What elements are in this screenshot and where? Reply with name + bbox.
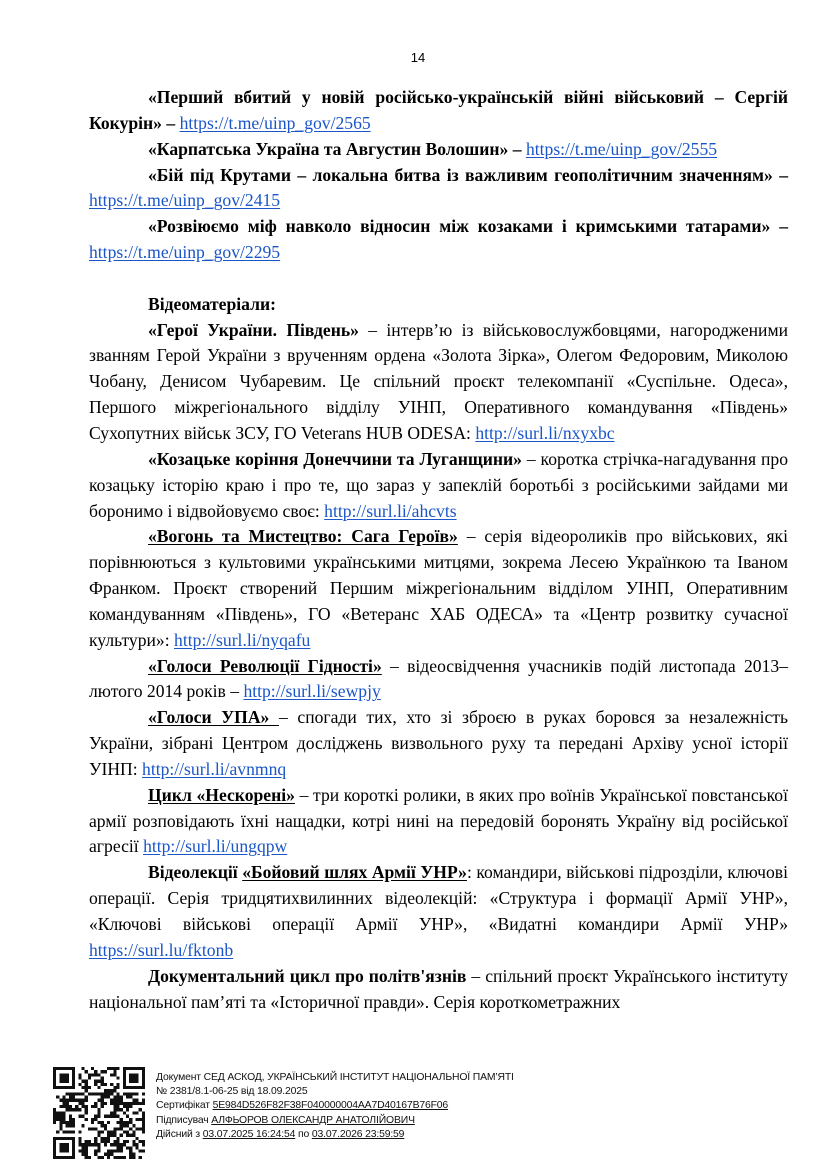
telegram-item: [89, 85, 788, 137]
section-heading-text: Відеоматеріали:: [148, 293, 276, 314]
item-title: «Вогонь та Мистецтво: Сага Героїв»: [148, 526, 458, 547]
telegram-item: [89, 137, 788, 163]
item-description: – інтерв’ю із військовослужбовцями, нагородженими званням Герой України з врученням ордена «Золота Зірка», Олегом Федоровим, Миколою Чобану, Денисом Чубаревим. Це спільний проєкт телекомпанії «Суспільне. Одеса», Першого міжрегіонального відділу УІНП, Оперативного командування «Південь» Сухопутних військ ЗСУ, ГО Veterans HUB ODESA:: [89, 319, 789, 443]
item-link[interactable]: http://surl.li/ahcvts: [324, 500, 457, 521]
item-link[interactable]: https://t.me/uinp_gov/2295: [89, 242, 281, 263]
item-link[interactable]: http://surl.li/avnmnq: [142, 758, 287, 779]
valid-to: 03.07.2026 23:59:59: [311, 1128, 405, 1140]
item-description: – спогади тих, хто зі зброєю в руках боровся за незалежність України, зібрані Центром досліджень визвольного руху та передані Архіву усної історії УІНП:: [89, 707, 788, 779]
item-title: «Козацьке коріння Донеччини та Луганщини»: [148, 448, 522, 469]
signature-signer-line: [156, 1114, 514, 1128]
qr-code-icon: [53, 1067, 145, 1159]
item-description: – три короткі ролики, в яких про воїнів Української повстанської армії розповідають їхні нащадки, котрі нині на передовій боронять Україну від російської агресії: [89, 784, 788, 857]
signature-validity-line: [156, 1128, 514, 1142]
item-title: «Розвіюємо міф навколо відносин між козаками і кримськими татарами»: [148, 216, 771, 237]
video-item: [89, 654, 788, 706]
signer-value: АЛФЬОРОВ ОЛЕКСАНДР АНАТОЛІЙОВИЧ: [211, 1114, 415, 1126]
page-number: 14: [410, 50, 426, 65]
qr-code: [53, 1067, 145, 1159]
certificate-label: Сертифікат: [156, 1100, 213, 1112]
document-body: [89, 85, 788, 1015]
item-description: – серія відеороликів про військових, які порівнюються з культовими українськими митцями, зокрема Лесею Українкою та Іваном Франком. Проєкт створений Першим міжрегіональним відділом УІНП, Оперативним командуванням «Південь», ГО «Ветеранс ХАБ ОДЕСА» та «Центр розвитку сучасної культури»:: [89, 526, 788, 650]
item-separator: –: [770, 216, 788, 237]
item-description: – коротка стрічка-нагадування про козацьку історію краю і про те, що зараз у запеклій боротьбі з російськими зайдами ми боронимо і відвойовуємо своє:: [89, 448, 788, 521]
certificate-value: 5E984D526F82F38F040000004AA7D40167B76F06: [212, 1100, 449, 1112]
signature-registration-line: № 2381/8.1-06-25 від 18.09.2025: [156, 1086, 308, 1098]
video-item: [89, 447, 788, 525]
item-title: «Перший вбитий у новій російсько-українській війні військовий – Сергій Кокурін»: [89, 87, 788, 133]
item-link[interactable]: https://t.me/uinp_gov/2415: [89, 190, 281, 211]
section-heading: [89, 292, 788, 318]
validity-label: Дійсний з: [156, 1128, 203, 1140]
signature-block: [156, 1071, 514, 1142]
item-description: – спільний проєкт Українського інституту національної пам’яті та «Історичної правди». Серія короткометражних: [89, 965, 788, 1012]
video-item: [89, 318, 788, 447]
item-title: «Герої України. Південь»: [148, 319, 359, 340]
item-title: Цикл «Нескорені»: [148, 784, 295, 805]
item-title: «Бій під Крутами – локальна битва із важливим геополітичним значенням»: [148, 164, 773, 185]
item-title: «Карпатська Україна та Августин Волошин»: [148, 138, 509, 159]
telegram-item: [89, 163, 788, 215]
item-separator: –: [508, 138, 526, 159]
item-description: : командири, військові підрозділи, ключові операції. Серія тридцятихвилинних відеолекцій: «Структура і формації Армії УНР», «Ключові військові операції Армії УНР», «Видатні командири Армії УНР»: [89, 862, 788, 934]
validity-separator: по: [295, 1128, 312, 1140]
signature-document-line: Документ СЕД АСКОД, УКРАЇНСЬКИЙ ІНСТИТУТ НАЦІОНАЛЬНОЇ ПАМ’ЯТІ: [156, 1072, 514, 1083]
video-item: [89, 964, 788, 1016]
video-item: [89, 705, 788, 783]
item-separator: –: [161, 112, 180, 133]
item-link[interactable]: http://surl.li/sewpjy: [243, 681, 381, 702]
telegram-item: [89, 214, 788, 266]
signer-label: Підписувач: [156, 1114, 212, 1126]
item-title: «Голоси УПА»: [148, 707, 279, 728]
item-prefix: Відеолекції: [148, 862, 243, 883]
item-link[interactable]: http://surl.li/nxyxbc: [475, 422, 615, 443]
item-link[interactable]: https://t.me/uinp_gov/2555: [525, 138, 718, 159]
item-title: «Бойовий шлях Армії УНР»: [242, 862, 467, 883]
item-link[interactable]: https://t.me/uinp_gov/2565: [179, 112, 371, 133]
item-link[interactable]: http://surl.li/ungqpw: [143, 836, 288, 857]
signature-certificate-line: [156, 1099, 514, 1113]
video-item: [89, 783, 788, 861]
item-title: «Голоси Революції Гідності»: [148, 655, 382, 676]
item-description: – відеосвідчення учасників подій листопада 2013–лютого 2014 років –: [89, 655, 788, 702]
item-link[interactable]: http://surl.li/nyqafu: [174, 629, 311, 650]
item-link[interactable]: https://surl.lu/fktonb: [89, 939, 234, 960]
video-item: [89, 860, 788, 963]
item-title: Документальний цикл про політв'язнів: [148, 965, 467, 986]
valid-from: 03.07.2025 16:24:54: [202, 1128, 296, 1140]
video-item: [89, 524, 788, 653]
item-separator: –: [772, 164, 788, 185]
